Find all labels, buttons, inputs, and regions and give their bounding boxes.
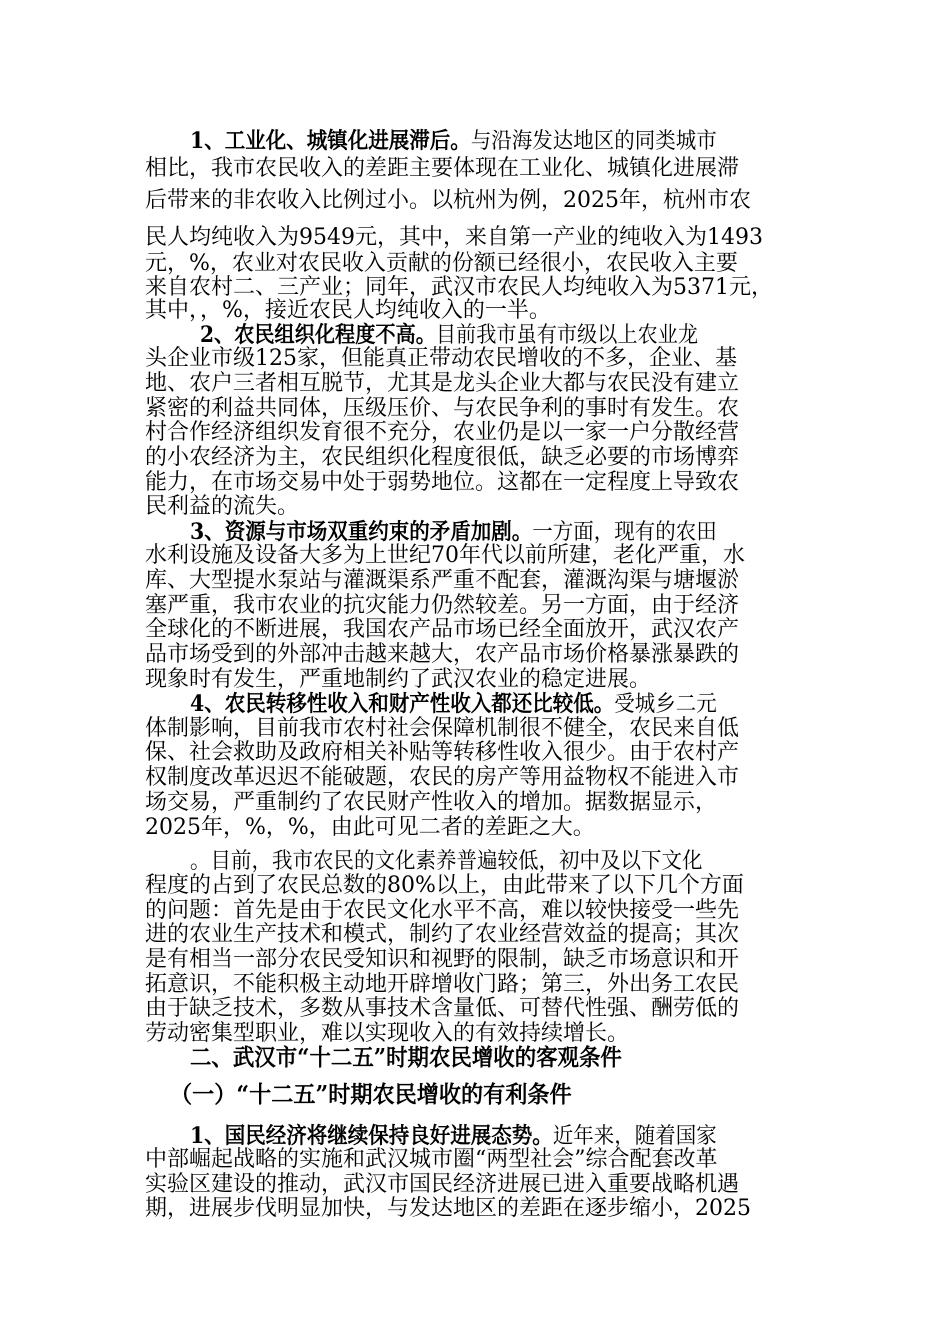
paragraph-4-line: 场交易，严重制约了农民财产性收入的增加。据数据显示， [145, 790, 718, 815]
paragraph-1-line [190, 127, 805, 156]
section-heading: 二、武汉市“十二五”时期农民增收的客观条件 [190, 1044, 622, 1071]
paragraph-6-text: 近年来，随着国家 [552, 1124, 717, 1149]
subsection-heading: （一）“十二五”时期农民增收的有利条件 [170, 1081, 572, 1108]
paragraph-6-line: 期，进展步伐明显加快，与发达地区的差距在逐步缩小，2025 [145, 1196, 751, 1221]
paragraph-1-line: 来自农村二、三产业；同年，武汉市农民人均纯收入为5371元， [145, 275, 773, 300]
paragraph-5-line: 进的农业生产技术和模式，制约了农业经营效益的提高；其次 [145, 922, 740, 947]
paragraph-5-line: 是有相当一部分农民受知识和视野的限制，缺乏市场意识和开 [145, 947, 740, 972]
paragraph-1-line: 其中，，%，接近农民人均纯收入的一半。 [145, 298, 551, 323]
paragraph-6-heading: 1、国民经济将继续保持良好进展态势。 [190, 1123, 553, 1149]
paragraph-3-heading: 3、资源与市场双重约束的矛盾加剧。 [190, 519, 533, 545]
paragraph-2-line: 的小农经济为主，农民组织化程度很低，缺乏必要的市场博弈 [145, 445, 740, 470]
paragraph-5-line: 由于缺乏技术，多数从事技术含量低、可替代性强、酬劳低的 [145, 996, 740, 1021]
paragraph-1-line: 元，%，农业对农民收入贡献的份额已经很小，农民收入主要 [145, 251, 738, 276]
paragraph-2-line: 紧密的利益共同体，压级压价、与农民争利的事时有发生。农 [145, 396, 740, 421]
paragraph-1-line: 后带来的非农收入比例过小。以杭州为例，2025年，杭州市农 [145, 188, 751, 213]
paragraph-3-line: 品市场受到的外部冲击越来越大，农产品市场价格暴涨暴跌的 [145, 642, 740, 667]
paragraph-3-line: 塞严重，我市农业的抗灾能力仍然较差。另一方面，由于经济 [145, 593, 740, 618]
paragraph-3-line: 水利设施及设备大多为上世纪70年代以前所建，老化严重，水 [145, 543, 745, 568]
paragraph-3-line: 现象时有发生，严重地制约了武汉农业的稳定进展。 [145, 667, 652, 692]
paragraph-5-line: 程度的占到了农民总数的80%以上，由此带来了以下几个方面 [145, 873, 744, 898]
paragraph-3-line: 库、大型提水泵站与灌溉渠系严重不配套，灌溉沟渠与塘堰淤 [145, 568, 740, 593]
paragraph-5-line: 拓意识，不能积极主动地开辟增收门路；第三，外出务工农民 [145, 972, 740, 997]
paragraph-4-line: 保、社会救助及政府相关补贴等转移性收入很少。由于农村产 [145, 740, 740, 765]
paragraph-6-line: 实验区建设的推动，武汉市国民经济进展已进入重要战略机遇 [145, 1172, 740, 1197]
paragraph-1-line: 民人均纯收入为9549元，其中，来自第一产业的纯收入为1493 [145, 225, 763, 250]
paragraph-2-line: 民利益的流失。 [145, 494, 300, 519]
paragraph-1-text: 与沿海发达地区的同类城市 [470, 129, 717, 154]
paragraph-1-line: 相比，我市农民收入的差距主要体现在工业化、城镇化进展滞 [145, 156, 740, 181]
paragraph-5-line: 的问题：首先是由于农民文化水平不高，难以较快接受一些先 [145, 898, 740, 923]
paragraph-2-line: 地、农户三者相互脱节，尤其是龙头企业大都与农民没有建立 [145, 371, 740, 396]
paragraph-2-text: 目前我市虽有市级以上农业龙 [435, 323, 699, 348]
paragraph-4-text: 受城乡二元 [614, 692, 717, 717]
paragraph-4-line: 体制影响，目前我市农村社会保障机制很不健全，农民来自低 [145, 716, 740, 741]
paragraph-3-text: 一方面，现有的农田 [532, 520, 717, 545]
paragraph-5-line: 。目前，我市农民的文化素养普遍较低，初中及以下文化 [190, 849, 703, 874]
paragraph-2-line: 能力，在市场交易中处于弱势地位。这都在一定程度上导致农 [145, 470, 740, 495]
paragraph-2-line: 头企业市级125家，但能真正带动农民增收的不多，企业、基 [145, 346, 737, 371]
paragraph-4-heading: 4、农民转移性收入和财产性收入都还比较低。 [190, 691, 615, 717]
paragraph-1-heading: 1、工业化、城镇化进展滞后。 [190, 128, 471, 154]
paragraph-6-line: 中部崛起战略的实施和武汉城市圈“两型社会”综合配套改革 [145, 1147, 718, 1172]
paragraph-4-line: 权制度改革迟迟不能破题，农民的房产等用益物权不能进入市 [145, 765, 740, 790]
paragraph-2-line: 村合作经济组织发育很不充分，农业仍是以一家一户分散经营 [145, 420, 740, 445]
paragraph-5-line: 劳动密集型职业，难以实现收入的有效持续增长。 [145, 1021, 630, 1046]
paragraph-4-line: 2025年，%，%，由此可见二者的差距之大。 [145, 815, 595, 840]
paragraph-2-heading: 2、农民组织化程度不高。 [200, 322, 436, 348]
paragraph-3-line: 全球化的不断进展，我国农产品市场已经全面放开，武汉农产 [145, 617, 740, 642]
